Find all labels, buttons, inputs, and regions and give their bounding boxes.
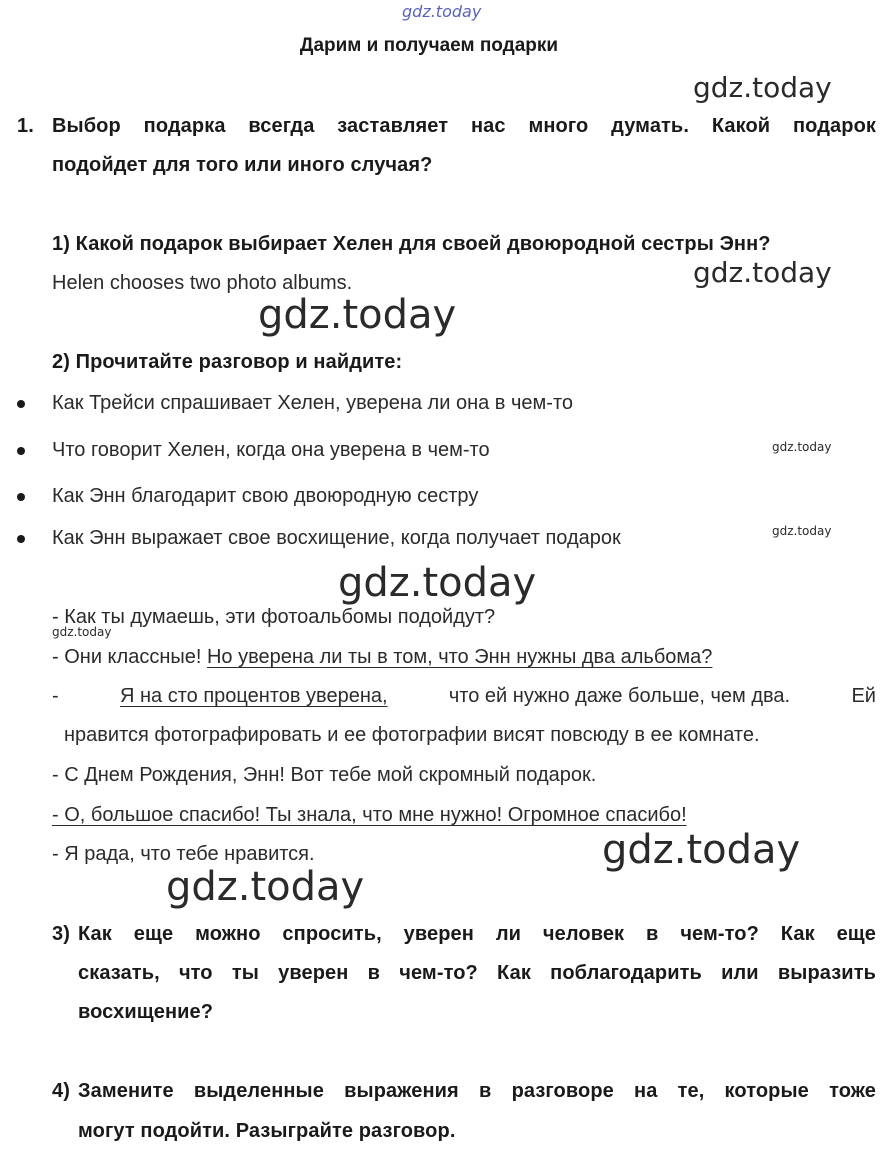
- dialogue-text: - Они классные!: [52, 646, 207, 668]
- highlighted-phrase: Но уверена ли ты в том, что Энн нужны два альбома?: [206, 646, 713, 668]
- dialogue-line: - С Днем Рождения, Энн! Вот тебе мой скромный подарок.: [52, 764, 597, 786]
- dialogue-text: Ей: [851, 685, 876, 707]
- task-text-line: Выбор подарка всегда заставляет нас много думать. Какой подарок: [52, 115, 876, 137]
- bullet-icon: [17, 400, 25, 408]
- watermark: gdz.today: [772, 524, 832, 538]
- question-4-line: могут подойти. Разыграйте разговор.: [78, 1120, 456, 1142]
- list-item: Как Трейси спрашивает Хелен, уверена ли она в чем-то: [52, 392, 573, 414]
- watermark: gdz.today: [602, 827, 801, 873]
- watermark: gdz.today: [338, 560, 537, 606]
- highlighted-phrase: Я на сто процентов уверена,: [120, 685, 388, 707]
- watermark-top: gdz.today: [402, 2, 482, 21]
- page-title: Дарим и получаем подарки: [299, 35, 559, 56]
- dialogue-line: [52, 646, 712, 669]
- list-item: Как Энн благодарит свою двоюродную сестру: [52, 485, 479, 507]
- question-3-line: восхищение?: [78, 1001, 214, 1023]
- question-number: 3): [52, 923, 70, 945]
- bullet-icon: [17, 447, 25, 455]
- dialogue-line: [52, 685, 876, 708]
- dialogue-line: - Я рада, что тебе нравится.: [52, 843, 315, 865]
- question-4-line: Замените выделенные выражения в разговоре на те, которые тоже: [78, 1080, 876, 1102]
- question-3-line: сказать, что ты уверен в чем-то? Как поблагодарить или выразить: [78, 962, 876, 984]
- dialogue-text: что ей нужно даже больше, чем два.: [448, 685, 791, 707]
- task-text-line: подойдет для того или иного случая?: [52, 154, 433, 176]
- question-number: 4): [52, 1080, 70, 1102]
- list-item: Как Энн выражает свое восхищение, когда получает подарок: [52, 527, 621, 549]
- question-2: 2) Прочитайте разговор и найдите:: [52, 351, 403, 373]
- question-3-line: Как еще можно спросить, уверен ли человек в чем-то? Как еще: [78, 923, 876, 945]
- question-1: 1) Какой подарок выбирает Хелен для своей двоюродной сестры Энн?: [52, 233, 771, 255]
- dialogue-dash: -: [52, 685, 59, 707]
- bullet-icon: [17, 493, 25, 501]
- watermark: gdz.today: [772, 440, 832, 454]
- dialogue-line: - Как ты думаешь, эти фотоальбомы подойдут?: [52, 606, 496, 628]
- bullet-icon: [17, 535, 25, 543]
- list-item: Что говорит Хелен, когда она уверена в чем-то: [52, 439, 490, 461]
- task-number: 1.: [17, 115, 34, 137]
- watermark: gdz.today: [258, 292, 457, 338]
- answer-1: Helen chooses two photo albums.: [52, 272, 353, 294]
- highlighted-phrase: - О, большое спасибо! Ты знала, что мне нужно! Огромное спасибо!: [52, 804, 687, 826]
- watermark: gdz.today: [693, 71, 832, 104]
- watermark: gdz.today: [52, 625, 112, 639]
- watermark: gdz.today: [693, 256, 832, 289]
- watermark: gdz.today: [166, 864, 365, 910]
- dialogue-line: нравится фотографировать и ее фотографии висят повсюду в ее комнате.: [64, 724, 760, 746]
